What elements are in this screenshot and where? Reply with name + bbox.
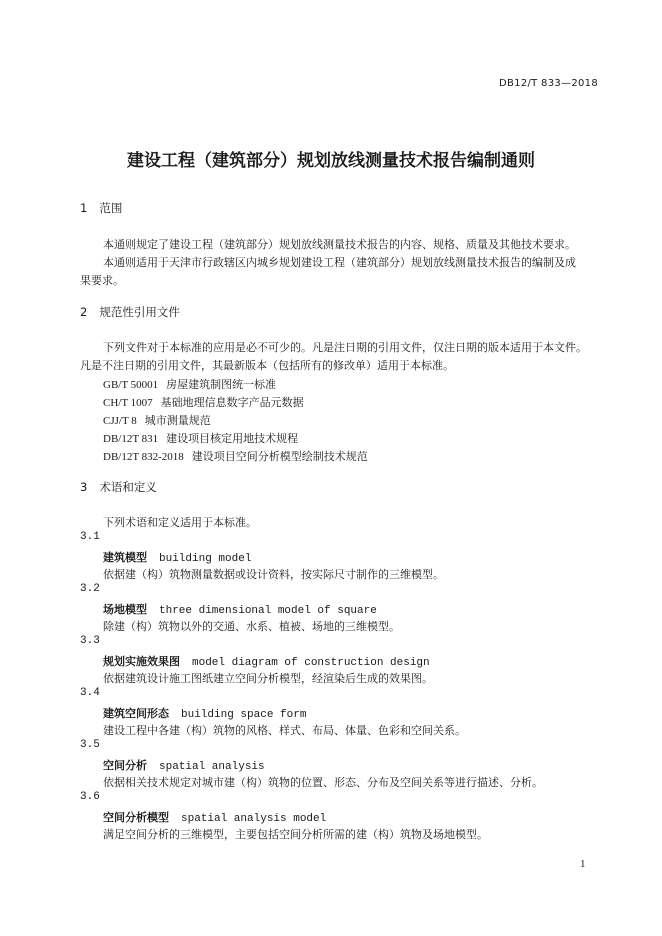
term-name xyxy=(103,652,430,670)
page-number: 1 xyxy=(580,858,586,870)
document-title: 建设工程（建筑部分）规划放线测量技术报告编制通则 xyxy=(127,151,535,171)
section-number: 2 xyxy=(80,305,88,319)
paragraph: 本通则规定了建设工程（建筑部分）规划放线测量技术报告的内容、规格、质量及其他技术要求。 xyxy=(103,238,576,251)
term-name xyxy=(103,704,306,722)
reference-code: CH/T 1007 xyxy=(103,397,153,409)
term-en: building model xyxy=(159,553,252,565)
section-3-heading xyxy=(80,479,157,495)
term-definition: 除建（构）筑物以外的交通、水系、植被、场地的三维模型。 xyxy=(103,620,400,633)
reference-title: 建设项目空间分析模型绘制技术规范 xyxy=(191,450,368,463)
reference-item xyxy=(103,375,276,393)
term-definition: 依据相关技术规定对城市建（构）筑物的位置、形态、分布及空间关系等进行描述、分析。 xyxy=(103,776,543,789)
reference-item xyxy=(103,447,368,465)
term-name xyxy=(103,548,251,566)
section-number: 3 xyxy=(80,480,88,494)
term-en: building space form xyxy=(181,709,307,721)
reference-code: GB/T 50001 xyxy=(103,379,159,391)
term-name xyxy=(103,756,265,774)
section-2-heading xyxy=(80,304,180,320)
term-number: 3.1 xyxy=(80,531,100,543)
term-number: 3.3 xyxy=(80,635,100,647)
term-en: spatial analysis xyxy=(159,761,265,773)
paragraph: 果要求。 xyxy=(80,274,124,287)
term-zh: 建筑空间形态 xyxy=(103,707,169,720)
reference-item xyxy=(103,411,211,429)
standard-code: DB12/T 833—2018 xyxy=(499,78,598,89)
paragraph: 下列术语和定义适用于本标准。 xyxy=(103,516,257,529)
term-definition: 依据建筑设计施工图纸建立空间分析模型，经渲染后生成的效果图。 xyxy=(103,672,433,685)
term-name xyxy=(103,600,377,618)
term-en: three dimensional model of square xyxy=(159,605,377,617)
term-en: spatial analysis model xyxy=(181,813,327,825)
term-zh: 空间分析 xyxy=(103,759,147,772)
section-1-heading xyxy=(80,200,122,216)
reference-title: 建设项目核定用地技术规程 xyxy=(166,432,299,445)
reference-code: DB/12T 832-2018 xyxy=(103,451,184,463)
term-zh: 建筑模型 xyxy=(103,551,147,564)
section-title: 范围 xyxy=(99,201,123,215)
term-zh: 场地模型 xyxy=(103,603,147,616)
section-title: 规范性引用文件 xyxy=(99,305,180,319)
reference-title: 城市测量规范 xyxy=(144,414,211,427)
reference-code: CJJ/T 8 xyxy=(103,415,137,427)
term-en: model diagram of construction design xyxy=(192,657,430,669)
section-number: 1 xyxy=(80,201,88,215)
section-title: 术语和定义 xyxy=(99,480,157,494)
paragraph: 凡是不注日期的引用文件，其最新版本（包括所有的修改单）适用于本标准。 xyxy=(80,359,454,372)
term-number: 3.5 xyxy=(80,739,100,751)
term-number: 3.6 xyxy=(80,791,100,803)
term-zh: 规划实施效果图 xyxy=(103,655,180,668)
term-zh: 空间分析模型 xyxy=(103,811,169,824)
paragraph: 本通则适用于天津市行政辖区内城乡规划建设工程（建筑部分）规划放线测量技术报告的编制及成 xyxy=(103,256,576,269)
reference-code: DB/12T 831 xyxy=(103,433,159,445)
paragraph: 下列文件对于本标准的应用是必不可少的。凡是注日期的引用文件，仅注日期的版本适用于本文件。 xyxy=(103,341,587,354)
reference-title: 房屋建筑制图统一标准 xyxy=(166,378,277,391)
reference-title: 基础地理信息数字产品元数据 xyxy=(160,396,304,409)
term-definition: 满足空间分析的三维模型，主要包括空间分析所需的建（构）筑物及场地模型。 xyxy=(103,828,488,841)
term-name xyxy=(103,808,326,826)
term-number: 3.4 xyxy=(80,687,100,699)
reference-item xyxy=(103,429,298,447)
term-definition: 建设工程中各建（构）筑物的风格、样式、布局、体量、色彩和空间关系。 xyxy=(103,724,466,737)
term-definition: 依据建（构）筑物测量数据或设计资料，按实际尺寸制作的三维模型。 xyxy=(103,568,444,581)
term-number: 3.2 xyxy=(80,583,100,595)
reference-item xyxy=(103,393,304,411)
